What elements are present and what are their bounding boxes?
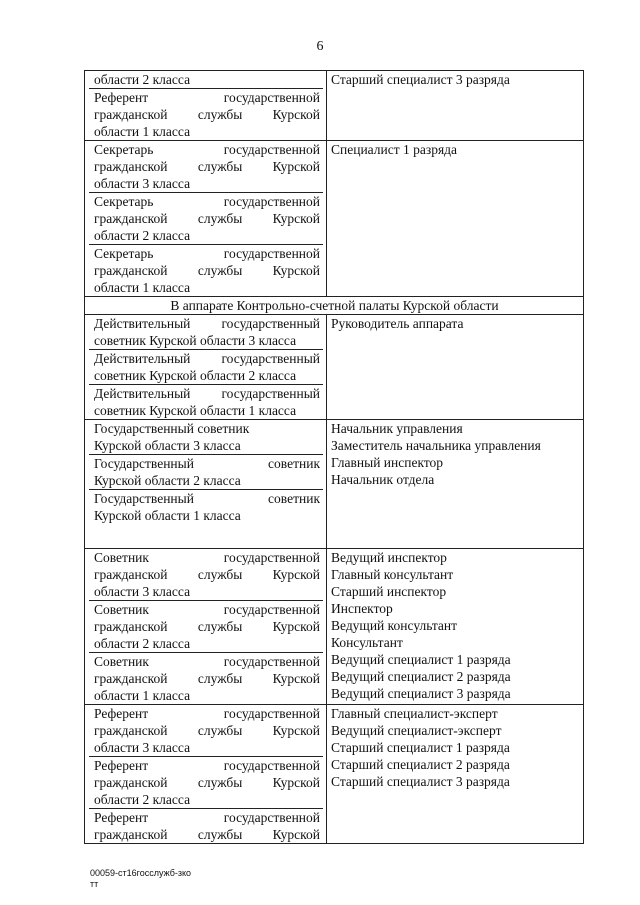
- positions-cell: Старший специалист 3 разряда: [327, 71, 584, 141]
- table-row: [85, 297, 584, 315]
- class-rank-cell: Государственный советник Курской области 2 класса: [89, 455, 323, 490]
- class-rank-cell: Секретарь государственной гражданской службы Курской области 2 класса: [89, 193, 323, 245]
- class-rank-cell: Секретарь государственной гражданской службы Курской области 3 класса: [89, 141, 323, 193]
- class-rank-cell: Референт государственной гражданской службы Курской области 1 класса: [94, 90, 320, 139]
- positions-cell: Главный специалист-эксперт Ведущий специалист-эксперт Старший специалист 1 разряда Старший специалист 2 разряда Старший специалист 3 разряда: [327, 705, 584, 844]
- class-rank-cell: Действительный государственный советник Курской области 1 класса: [94, 386, 320, 418]
- class-rank-cell: Референт государственной гражданской службы Курской: [94, 810, 320, 842]
- positions-cell: Специалист 1 разряда: [327, 141, 584, 297]
- document-footer: [90, 868, 191, 890]
- table-row: [85, 141, 584, 297]
- section-heading: В аппарате Контрольно-счетной палаты Курской области: [85, 297, 584, 315]
- page-number: 6: [316, 39, 324, 54]
- positions-cell: Руководитель аппарата: [327, 315, 584, 420]
- class-rank-cell: Советник государственной гражданской службы Курской области 1 класса: [94, 654, 320, 703]
- table-row: [85, 315, 584, 420]
- class-rank-cell: Государственный советник Курской области 1 класса: [94, 491, 320, 523]
- class-rank-cell: Референт государственной гражданской службы Курской области 2 класса: [89, 757, 323, 809]
- class-rank-cell: Секретарь государственной гражданской службы Курской области 1 класса: [94, 246, 320, 295]
- grades-positions-table: [84, 70, 584, 844]
- class-rank-cell: Действительный государственный советник Курской области 2 класса: [89, 350, 323, 385]
- class-rank-cell: Государственный советник Курской области 3 класса: [89, 420, 323, 455]
- table-row: [85, 71, 584, 141]
- positions-cell: Начальник управления Заместитель начальника управления Главный инспектор Начальник отдела: [327, 420, 584, 549]
- table-row: [85, 705, 584, 844]
- class-rank-cell: области 2 класса: [89, 71, 323, 89]
- footer-code-suffix: тт: [90, 879, 99, 889]
- class-rank-cell: Советник государственной гражданской службы Курской области 3 класса: [89, 549, 323, 601]
- class-rank-cell: Советник государственной гражданской службы Курской области 2 класса: [89, 601, 323, 653]
- table-row: [85, 420, 584, 549]
- footer-code: 00059-ст16госслужб-зко: [90, 868, 192, 878]
- table-row: [85, 549, 584, 705]
- class-rank-cell: Действительный государственный советник Курской области 3 класса: [89, 315, 323, 350]
- class-rank-cell: Референт государственной гражданской службы Курской области 3 класса: [89, 705, 323, 757]
- positions-cell: Ведущий инспектор Главный консультант Старший инспектор Инспектор Ведущий консультант Консультант Ведущий специалист 1 разряда Ведущий специалист 2 разряда Ведущий специалист 3 разряда: [327, 549, 584, 705]
